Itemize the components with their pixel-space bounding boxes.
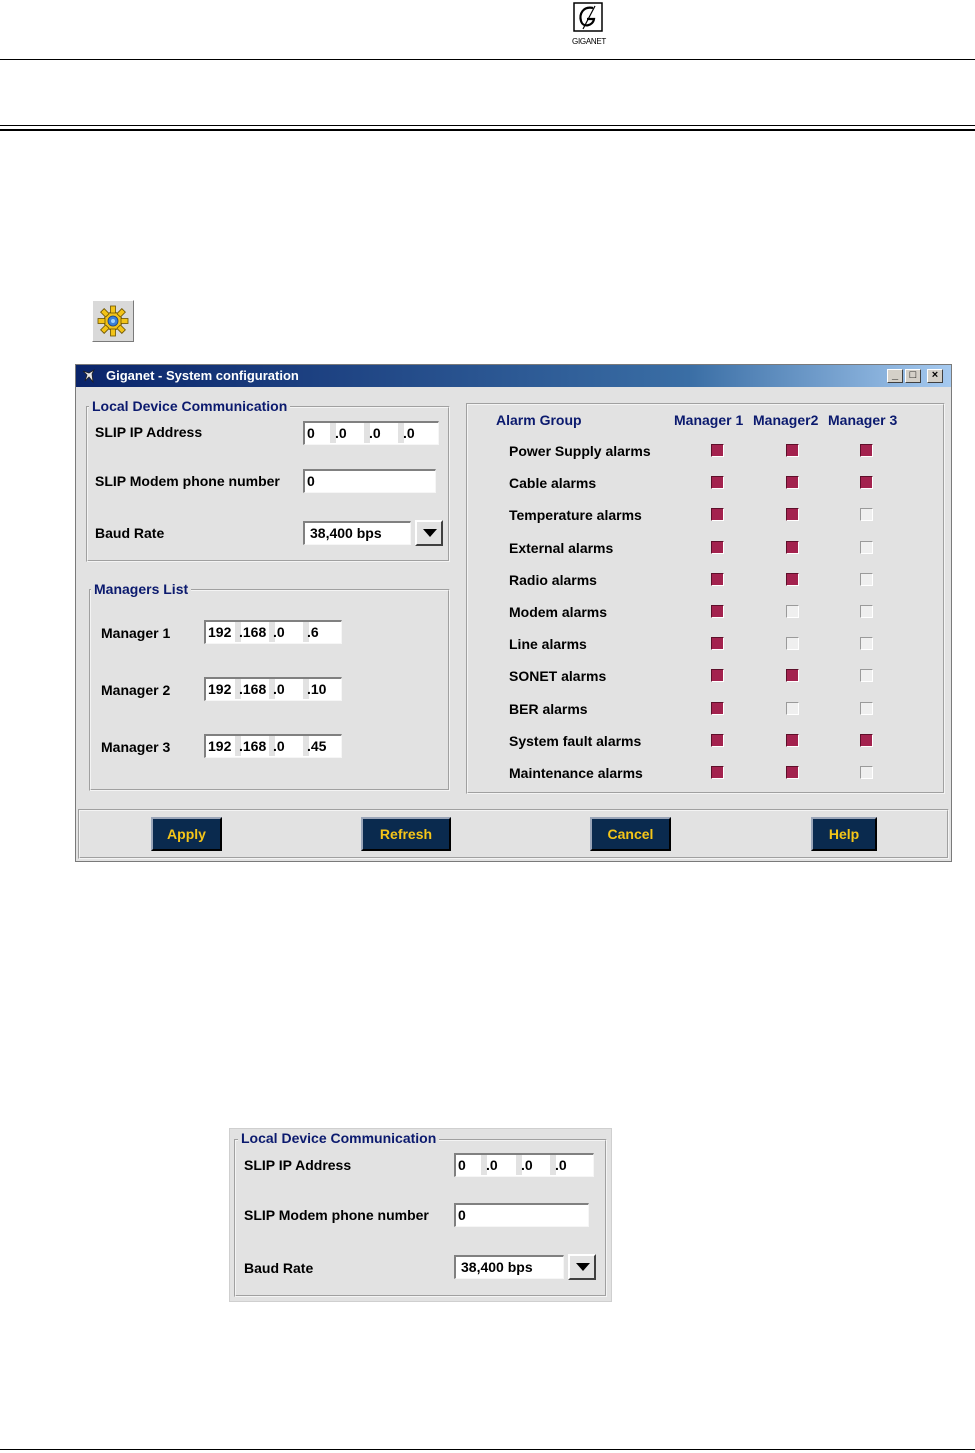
slip-ip-label: SLIP IP Address xyxy=(95,424,203,440)
alarm-checkbox-manager-1[interactable] xyxy=(711,734,724,747)
slip-ip-octet-4[interactable]: .0 xyxy=(403,425,415,441)
alarm-checkbox-manager-2[interactable] xyxy=(786,605,799,618)
excerpt-ip-octet-3[interactable]: .0 xyxy=(521,1157,533,1173)
alarm-checkbox-manager-1[interactable] xyxy=(711,444,724,457)
system-config-toolbar-button[interactable] xyxy=(92,300,134,342)
system-configuration-window xyxy=(75,364,952,862)
alarm-row-label: Modem alarms xyxy=(509,604,608,620)
alarm-checkbox-manager-3[interactable] xyxy=(860,444,873,457)
excerpt-baud-select[interactable] xyxy=(454,1255,564,1279)
alarm-checkbox-manager-1[interactable] xyxy=(711,573,724,586)
baud-rate-select[interactable] xyxy=(303,521,411,545)
giganet-logo-icon xyxy=(573,2,603,32)
alarm-checkbox-manager-1[interactable] xyxy=(711,669,724,682)
slip-ip-octet-3[interactable]: .0 xyxy=(369,425,381,441)
manager-3-ip-octet-1[interactable]: 192 xyxy=(208,738,232,754)
manager-3-ip-octet-2[interactable]: .168 xyxy=(239,738,267,754)
logo-text: GIGANET xyxy=(572,37,606,46)
close-button[interactable]: × xyxy=(927,369,943,383)
alarm-checkbox-manager-2[interactable] xyxy=(786,444,799,457)
manager-1-header: Manager 1 xyxy=(674,412,744,428)
alarm-row-label: Temperature alarms xyxy=(509,507,642,523)
excerpt-ip-octet-1[interactable]: 0 xyxy=(458,1157,466,1173)
alarm-checkbox-manager-3[interactable] xyxy=(860,573,873,586)
manager-2-ip-octet-2[interactable]: .168 xyxy=(239,681,267,697)
alarm-checkbox-manager-3[interactable] xyxy=(860,541,873,554)
manager-3-ip-octet-3[interactable]: .0 xyxy=(273,738,285,754)
local-device-excerpt xyxy=(229,1128,612,1302)
alarm-row-label: Power Supply alarms xyxy=(509,443,651,459)
alarm-checkbox-manager-3[interactable] xyxy=(860,734,873,747)
slip-ip-field[interactable] xyxy=(303,421,439,445)
excerpt-modem-value: 0 xyxy=(458,1207,466,1223)
manager-2-ip-octet-4[interactable]: .10 xyxy=(307,681,327,697)
manager-2-header: Manager2 xyxy=(753,412,819,428)
alarm-checkbox-manager-2[interactable] xyxy=(786,702,799,715)
alarm-row-label: Maintenance alarms xyxy=(509,765,643,781)
manager-3-ip-octet-4[interactable]: .45 xyxy=(307,738,327,754)
manager-2-ip-octet-3[interactable]: .0 xyxy=(273,681,285,697)
maximize-button[interactable]: □ xyxy=(905,369,921,383)
alarm-checkbox-manager-3[interactable] xyxy=(860,669,873,682)
alarm-row-label: Line alarms xyxy=(509,636,587,652)
alarm-checkbox-manager-2[interactable] xyxy=(786,573,799,586)
window-title: Giganet - System configuration xyxy=(106,368,299,383)
header-rule-upper xyxy=(0,125,975,126)
managers-group-title: Managers List xyxy=(91,581,191,597)
alarm-row-label: BER alarms xyxy=(509,701,588,717)
modem-phone-field[interactable] xyxy=(303,469,436,493)
slip-ip-octet-2[interactable]: .0 xyxy=(335,425,347,441)
manager-1-ip-octet-4[interactable]: .6 xyxy=(307,624,319,640)
baud-rate-label: Baud Rate xyxy=(95,525,165,541)
alarm-checkbox-manager-3[interactable] xyxy=(860,476,873,489)
manager-3-label: Manager 3 xyxy=(101,739,171,755)
alarm-checkbox-manager-1[interactable] xyxy=(711,541,724,554)
alarm-checkbox-manager-1[interactable] xyxy=(711,605,724,618)
modem-phone-value: 0 xyxy=(307,473,315,489)
app-icon xyxy=(80,368,96,384)
alarm-checkbox-manager-1[interactable] xyxy=(711,637,724,650)
manager-1-ip-octet-1[interactable]: 192 xyxy=(208,624,232,640)
alarm-checkbox-manager-1[interactable] xyxy=(711,766,724,779)
alarm-checkbox-manager-3[interactable] xyxy=(860,605,873,618)
alarm-row-label: Radio alarms xyxy=(509,572,597,588)
manager-2-label: Manager 2 xyxy=(101,682,171,698)
apply-button[interactable]: Apply xyxy=(151,817,222,851)
alarm-row-label: Cable alarms xyxy=(509,475,597,491)
excerpt-chevron-down-icon[interactable] xyxy=(568,1254,596,1280)
alarm-checkbox-manager-2[interactable] xyxy=(786,476,799,489)
manager-3-ip-field[interactable] xyxy=(204,734,342,758)
minimize-button[interactable]: _ xyxy=(887,369,903,383)
manager-3-header: Manager 3 xyxy=(828,412,898,428)
alarm-checkbox-manager-3[interactable] xyxy=(860,637,873,650)
cancel-button[interactable]: Cancel xyxy=(590,817,671,851)
footer-rule xyxy=(0,1449,975,1450)
help-button[interactable]: Help xyxy=(811,817,877,851)
manager-1-ip-octet-2[interactable]: .168 xyxy=(239,624,267,640)
alarm-row-label: System fault alarms xyxy=(509,733,642,749)
alarm-checkbox-manager-2[interactable] xyxy=(786,508,799,521)
excerpt-slip-ip-field[interactable] xyxy=(454,1153,594,1177)
manager-1-ip-octet-3[interactable]: .0 xyxy=(273,624,285,640)
baud-rate-value: 38,400 bps xyxy=(310,525,382,541)
alarm-checkbox-manager-1[interactable] xyxy=(711,508,724,521)
alarm-checkbox-manager-2[interactable] xyxy=(786,669,799,682)
excerpt-ip-octet-2[interactable]: .0 xyxy=(486,1157,498,1173)
manager-1-label: Manager 1 xyxy=(101,625,171,641)
local-device-group-title: Local Device Communication xyxy=(89,398,290,414)
alarm-checkbox-manager-2[interactable] xyxy=(786,637,799,650)
manager-2-ip-field[interactable] xyxy=(204,677,342,701)
gear-sun-icon xyxy=(93,301,133,341)
manager-2-ip-octet-1[interactable]: 192 xyxy=(208,681,232,697)
refresh-button[interactable]: Refresh xyxy=(361,817,451,851)
alarm-checkbox-manager-3[interactable] xyxy=(860,702,873,715)
alarm-checkbox-manager-3[interactable] xyxy=(860,508,873,521)
header-rule-lower xyxy=(0,129,975,131)
excerpt-slip-ip-label: SLIP IP Address xyxy=(244,1157,352,1173)
alarm-checkbox-manager-2[interactable] xyxy=(786,766,799,779)
alarm-row-label: SONET alarms xyxy=(509,668,607,684)
excerpt-modem-field[interactable] xyxy=(454,1203,589,1227)
chevron-down-icon[interactable] xyxy=(415,520,443,546)
alarm-row-label: External alarms xyxy=(509,540,614,556)
excerpt-baud-value: 38,400 bps xyxy=(461,1259,533,1275)
manager-1-ip-field[interactable] xyxy=(204,620,342,644)
alarm-checkbox-manager-3[interactable] xyxy=(860,766,873,779)
excerpt-baud-label: Baud Rate xyxy=(244,1260,314,1276)
header-rule xyxy=(0,59,975,60)
alarm-checkbox-manager-2[interactable] xyxy=(786,541,799,554)
excerpt-ip-octet-4[interactable]: .0 xyxy=(555,1157,567,1173)
alarm-checkbox-manager-2[interactable] xyxy=(786,734,799,747)
alarm-checkbox-manager-1[interactable] xyxy=(711,476,724,489)
alarm-group-header: Alarm Group xyxy=(496,412,582,428)
window-titlebar[interactable] xyxy=(76,365,951,387)
excerpt-group-title: Local Device Communication xyxy=(238,1130,439,1146)
modem-label: SLIP Modem phone number xyxy=(95,473,280,489)
slip-ip-octet-1[interactable]: 0 xyxy=(307,425,315,441)
alarm-checkbox-manager-1[interactable] xyxy=(711,702,724,715)
excerpt-modem-label: SLIP Modem phone number xyxy=(244,1207,429,1223)
